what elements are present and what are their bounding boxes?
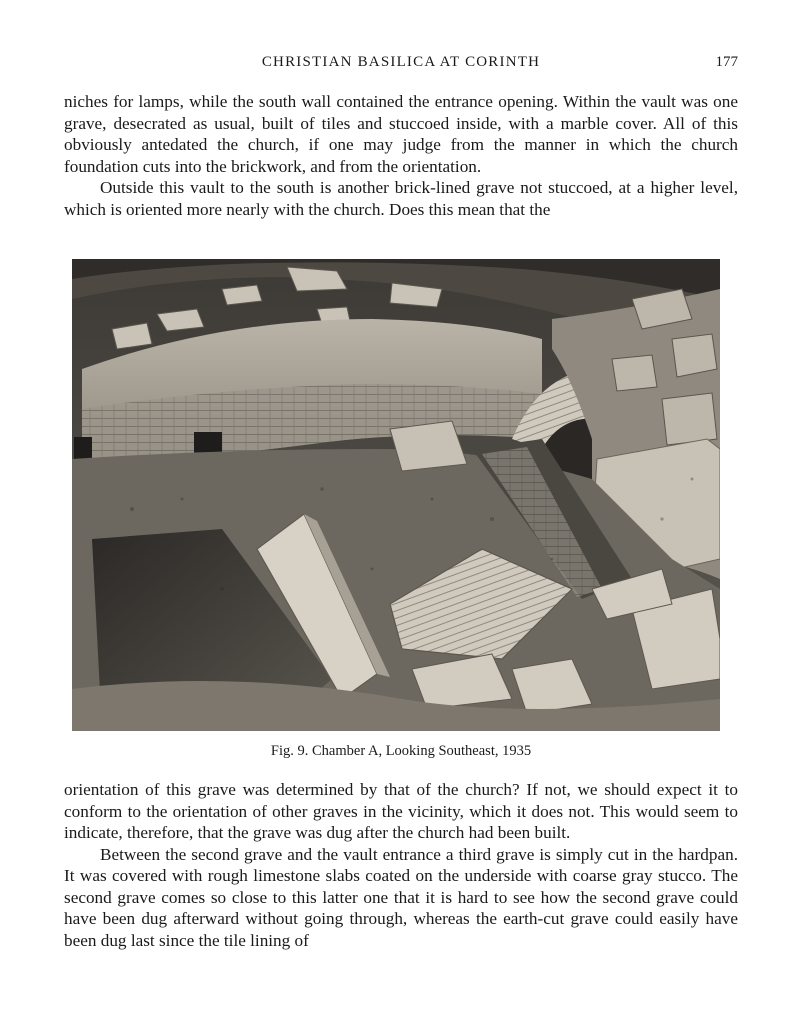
paragraph-continued: niches for lamps, while the south wall contained the entrance opening. Within the vault was one grave, desecrated as usual, built of tiles and stuccoed inside, with a marble cover. All of this obviously antedated the church, if one may judge from the manner in which the church foundation cuts into the brickwork, and from the orientation. bbox=[64, 92, 738, 176]
figure-caption: Fig. 9. Chamber A, Looking Southeast, 1935 bbox=[270, 743, 532, 759]
body-text-bottom bbox=[64, 779, 738, 951]
paragraph: orientation of this grave was determined by that of the church? If not, we should expect it to conform to the orientation of other graves in the vicinity, which it does not. This would seem to indicate, therefore, that the grave was dug after the church had been built. bbox=[64, 780, 738, 842]
page-number: 177 bbox=[715, 54, 738, 70]
paragraph: Between the second grave and the vault entrance a third grave is simply cut in the hardpan. It was covered with rough limestone slabs coated on the underside with coarse gray stucco. The second grave comes so close to this latter one that it is hard to see how the second grave could have been dug afterward without going through, whereas the earth-cut grave could easily have been dug last since the tile lining of bbox=[64, 844, 738, 950]
running-title: CHRISTIAN BASILICA AT CORINTH bbox=[261, 54, 541, 70]
figure-photograph bbox=[72, 259, 720, 731]
lamp-niche bbox=[194, 432, 222, 454]
paragraph: Outside this vault to the south is another brick-lined grave not stuccoed, at a higher level, which is oriented more nearly with the church. Does this mean that the bbox=[64, 178, 738, 219]
body-text-top bbox=[64, 91, 738, 220]
excavation-photo bbox=[72, 259, 720, 731]
running-head bbox=[64, 54, 738, 78]
